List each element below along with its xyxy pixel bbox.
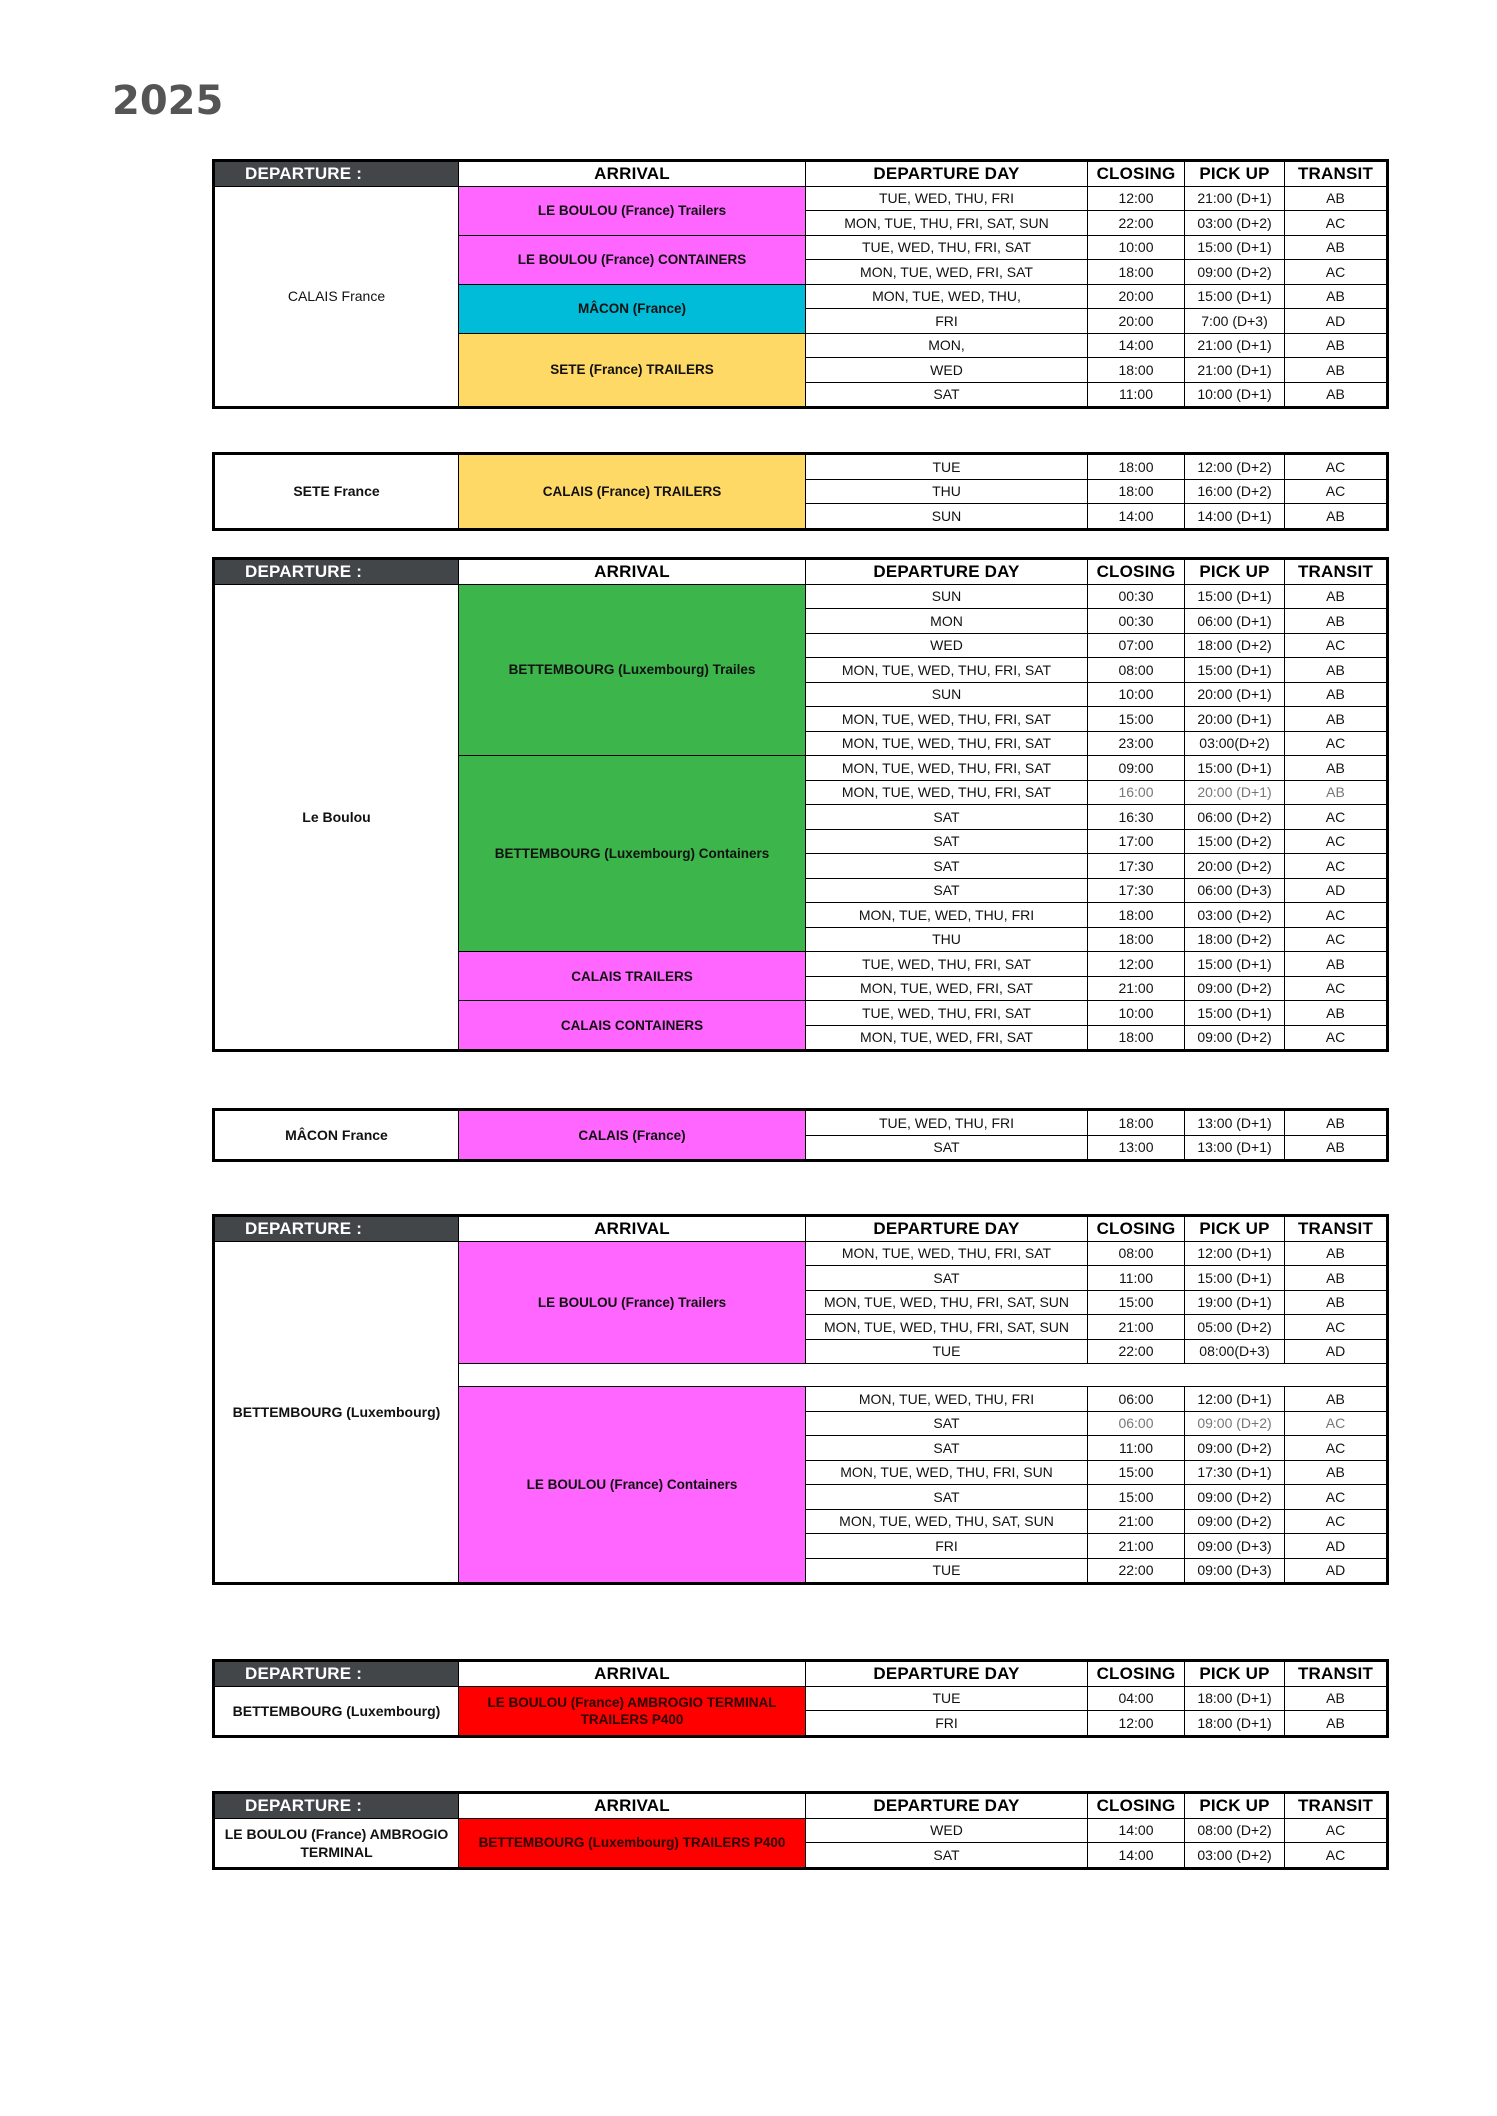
pickup-cell: 12:00 (D+1) <box>1185 1241 1285 1266</box>
header-transit: TRANSIT <box>1285 161 1388 187</box>
table-row <box>214 1686 1388 1711</box>
transit-cell: AC <box>1285 1818 1388 1843</box>
transit-cell: AD <box>1285 1534 1388 1559</box>
transit-cell: AB <box>1285 1711 1388 1737</box>
departure-day-cell: SUN <box>806 504 1088 530</box>
pickup-cell: 20:00 (D+1) <box>1185 682 1285 707</box>
header-departure-day: DEPARTURE DAY <box>806 1216 1088 1242</box>
transit-cell: AB <box>1285 1110 1388 1136</box>
departure-day-cell: SAT <box>806 878 1088 903</box>
closing-cell: 00:30 <box>1088 609 1185 634</box>
closing-cell: 04:00 <box>1088 1686 1185 1711</box>
departure-day-cell: TUE <box>806 454 1088 480</box>
header-departure-day: DEPARTURE DAY <box>806 1793 1088 1819</box>
closing-cell: 06:00 <box>1088 1411 1185 1436</box>
table-header-row <box>214 1661 1388 1687</box>
pickup-cell: 03:00 (D+2) <box>1185 1843 1285 1869</box>
pickup-cell: 18:00 (D+1) <box>1185 1711 1285 1737</box>
schedule-table <box>212 557 1389 1052</box>
closing-cell: 17:30 <box>1088 854 1185 879</box>
arrival-cell: CALAIS TRAILERS <box>459 952 806 1001</box>
transit-cell: AD <box>1285 1339 1388 1364</box>
pickup-cell: 03:00(D+2) <box>1185 731 1285 756</box>
header-pick-up: PICK UP <box>1185 559 1285 585</box>
closing-cell: 21:00 <box>1088 1315 1185 1340</box>
closing-cell: 17:00 <box>1088 829 1185 854</box>
departure-cell: SETE France <box>214 454 459 530</box>
closing-cell: 20:00 <box>1088 284 1185 309</box>
departure-day-cell: FRI <box>806 309 1088 334</box>
pickup-cell: 08:00 (D+2) <box>1185 1818 1285 1843</box>
transit-cell: AB <box>1285 952 1388 977</box>
pickup-cell: 10:00 (D+1) <box>1185 382 1285 408</box>
closing-cell: 11:00 <box>1088 382 1185 408</box>
closing-cell: 21:00 <box>1088 1509 1185 1534</box>
transit-cell: AB <box>1285 504 1388 530</box>
departure-day-cell: MON, TUE, WED, THU, <box>806 284 1088 309</box>
arrival-cell: CALAIS (France) TRAILERS <box>459 454 806 530</box>
transit-cell: AC <box>1285 1411 1388 1436</box>
transit-cell: AB <box>1285 584 1388 609</box>
transit-cell: AB <box>1285 707 1388 732</box>
departure-day-cell: MON, <box>806 333 1088 358</box>
schedule-table <box>212 452 1389 531</box>
departure-day-cell: MON, TUE, WED, THU, FRI, SAT <box>806 707 1088 732</box>
departure-day-cell: TUE, WED, THU, FRI <box>806 1110 1088 1136</box>
closing-cell: 22:00 <box>1088 1339 1185 1364</box>
departure-day-cell: MON, TUE, WED, THU, FRI <box>806 1387 1088 1412</box>
departure-cell: CALAIS France <box>214 186 459 408</box>
header-transit: TRANSIT <box>1285 559 1388 585</box>
departure-cell: MÂCON France <box>214 1110 459 1161</box>
spacer-cell <box>459 1364 1388 1387</box>
departure-day-cell: MON, TUE, WED, THU, FRI, SAT <box>806 756 1088 781</box>
closing-cell: 17:30 <box>1088 878 1185 903</box>
departure-day-cell: SAT <box>806 1135 1088 1161</box>
transit-cell: AB <box>1285 1135 1388 1161</box>
departure-cell: LE BOULOU (France) AMBROGIO TERMINAL <box>214 1818 459 1868</box>
pickup-cell: 09:00 (D+2) <box>1185 1436 1285 1461</box>
closing-cell: 16:30 <box>1088 805 1185 830</box>
pickup-cell: 08:00(D+3) <box>1185 1339 1285 1364</box>
pickup-cell: 20:00 (D+1) <box>1185 707 1285 732</box>
closing-cell: 14:00 <box>1088 1843 1185 1869</box>
header-departure-day: DEPARTURE DAY <box>806 559 1088 585</box>
departure-day-cell: MON, TUE, WED, THU, FRI, SAT <box>806 780 1088 805</box>
transit-cell: AB <box>1285 1241 1388 1266</box>
departure-day-cell: SAT <box>806 1485 1088 1510</box>
transit-cell: AB <box>1285 333 1388 358</box>
transit-cell: AC <box>1285 1436 1388 1461</box>
header-pick-up: PICK UP <box>1185 1216 1285 1242</box>
transit-cell: AB <box>1285 382 1388 408</box>
transit-cell: AB <box>1285 1686 1388 1711</box>
pickup-cell: 09:00 (D+2) <box>1185 1411 1285 1436</box>
schedule-table <box>212 1214 1389 1585</box>
transit-cell: AC <box>1285 976 1388 1001</box>
pickup-cell: 09:00 (D+3) <box>1185 1534 1285 1559</box>
closing-cell: 08:00 <box>1088 658 1185 683</box>
closing-cell: 10:00 <box>1088 1001 1185 1026</box>
closing-cell: 18:00 <box>1088 454 1185 480</box>
pickup-cell: 21:00 (D+1) <box>1185 333 1285 358</box>
pickup-cell: 14:00 (D+1) <box>1185 504 1285 530</box>
departure-day-cell: MON, TUE, WED, THU, SAT, SUN <box>806 1509 1088 1534</box>
departure-day-cell: SUN <box>806 584 1088 609</box>
closing-cell: 18:00 <box>1088 479 1185 504</box>
table-header-row <box>214 559 1388 585</box>
pickup-cell: 15:00 (D+1) <box>1185 658 1285 683</box>
transit-cell: AB <box>1285 186 1388 211</box>
departure-day-cell: SAT <box>806 1411 1088 1436</box>
closing-cell: 12:00 <box>1088 952 1185 977</box>
departure-day-cell: MON <box>806 609 1088 634</box>
pickup-cell: 13:00 (D+1) <box>1185 1110 1285 1136</box>
departure-day-cell: MON, TUE, WED, THU, FRI <box>806 903 1088 928</box>
arrival-cell: LE BOULOU (France) Trailers <box>459 1241 806 1364</box>
departure-day-cell: FRI <box>806 1534 1088 1559</box>
header-arrival: ARRIVAL <box>459 559 806 585</box>
header-arrival: ARRIVAL <box>459 1661 806 1687</box>
departure-day-cell: TUE, WED, THU, FRI, SAT <box>806 952 1088 977</box>
pickup-cell: 09:00 (D+2) <box>1185 976 1285 1001</box>
departure-day-cell: MON, TUE, WED, FRI, SAT <box>806 260 1088 285</box>
transit-cell: AC <box>1285 1485 1388 1510</box>
departure-day-cell: SUN <box>806 682 1088 707</box>
transit-cell: AB <box>1285 780 1388 805</box>
departure-cell: BETTEMBOURG (Luxembourg) <box>214 1241 459 1584</box>
pickup-cell: 20:00 (D+1) <box>1185 780 1285 805</box>
closing-cell: 10:00 <box>1088 682 1185 707</box>
header-arrival: ARRIVAL <box>459 1216 806 1242</box>
pickup-cell: 05:00 (D+2) <box>1185 1315 1285 1340</box>
pickup-cell: 06:00 (D+1) <box>1185 609 1285 634</box>
departure-day-cell: WED <box>806 358 1088 383</box>
pickup-cell: 15:00 (D+1) <box>1185 235 1285 260</box>
closing-cell: 18:00 <box>1088 1110 1185 1136</box>
closing-cell: 08:00 <box>1088 1241 1185 1266</box>
closing-cell: 22:00 <box>1088 211 1185 236</box>
closing-cell: 09:00 <box>1088 756 1185 781</box>
header-transit: TRANSIT <box>1285 1216 1388 1242</box>
closing-cell: 11:00 <box>1088 1266 1185 1291</box>
closing-cell: 16:00 <box>1088 780 1185 805</box>
pickup-cell: 12:00 (D+1) <box>1185 1387 1285 1412</box>
table-row <box>214 186 1388 211</box>
arrival-cell: CALAIS CONTAINERS <box>459 1001 806 1051</box>
departure-day-cell: SAT <box>806 382 1088 408</box>
pickup-cell: 17:30 (D+1) <box>1185 1460 1285 1485</box>
arrival-cell: BETTEMBOURG (Luxembourg) Containers <box>459 756 806 952</box>
transit-cell: AC <box>1285 479 1388 504</box>
closing-cell: 15:00 <box>1088 1485 1185 1510</box>
header-arrival: ARRIVAL <box>459 1793 806 1819</box>
header-departure: DEPARTURE : <box>214 559 459 585</box>
closing-cell: 15:00 <box>1088 707 1185 732</box>
transit-cell: AB <box>1285 1001 1388 1026</box>
closing-cell: 18:00 <box>1088 903 1185 928</box>
closing-cell: 21:00 <box>1088 976 1185 1001</box>
departure-day-cell: WED <box>806 1818 1088 1843</box>
header-pick-up: PICK UP <box>1185 1661 1285 1687</box>
transit-cell: AC <box>1285 805 1388 830</box>
arrival-cell: BETTEMBOURG (Luxembourg) TRAILERS P400 <box>459 1818 806 1868</box>
departure-day-cell: MON, TUE, THU, FRI, SAT, SUN <box>806 211 1088 236</box>
closing-cell: 14:00 <box>1088 333 1185 358</box>
pickup-cell: 13:00 (D+1) <box>1185 1135 1285 1161</box>
transit-cell: AB <box>1285 358 1388 383</box>
pickup-cell: 09:00 (D+2) <box>1185 260 1285 285</box>
arrival-cell: BETTEMBOURG (Luxembourg) Trailes <box>459 584 806 756</box>
pickup-cell: 15:00 (D+1) <box>1185 1266 1285 1291</box>
arrival-cell: SETE (France) TRAILERS <box>459 333 806 408</box>
departure-day-cell: TUE <box>806 1686 1088 1711</box>
pickup-cell: 20:00 (D+2) <box>1185 854 1285 879</box>
transit-cell: AB <box>1285 1387 1388 1412</box>
pickup-cell: 06:00 (D+3) <box>1185 878 1285 903</box>
pickup-cell: 03:00 (D+2) <box>1185 903 1285 928</box>
closing-cell: 14:00 <box>1088 1818 1185 1843</box>
pickup-cell: 18:00 (D+1) <box>1185 1686 1285 1711</box>
departure-day-cell: SAT <box>806 805 1088 830</box>
transit-cell: AB <box>1285 682 1388 707</box>
closing-cell: 18:00 <box>1088 358 1185 383</box>
header-closing: CLOSING <box>1088 161 1185 187</box>
closing-cell: 13:00 <box>1088 1135 1185 1161</box>
departure-day-cell: TUE <box>806 1558 1088 1584</box>
transit-cell: AB <box>1285 1460 1388 1485</box>
transit-cell: AC <box>1285 260 1388 285</box>
header-closing: CLOSING <box>1088 559 1185 585</box>
departure-day-cell: MON, TUE, WED, THU, FRI, SUN <box>806 1460 1088 1485</box>
departure-day-cell: THU <box>806 479 1088 504</box>
transit-cell: AB <box>1285 658 1388 683</box>
closing-cell: 18:00 <box>1088 927 1185 952</box>
pickup-cell: 15:00 (D+1) <box>1185 284 1285 309</box>
closing-cell: 18:00 <box>1088 260 1185 285</box>
closing-cell: 18:00 <box>1088 1025 1185 1051</box>
closing-cell: 20:00 <box>1088 309 1185 334</box>
header-departure: DEPARTURE : <box>214 1793 459 1819</box>
pickup-cell: 09:00 (D+3) <box>1185 1558 1285 1584</box>
transit-cell: AC <box>1285 903 1388 928</box>
departure-day-cell: SAT <box>806 829 1088 854</box>
departure-day-cell: MON, TUE, WED, THU, FRI, SAT <box>806 1241 1088 1266</box>
transit-cell: AB <box>1285 1266 1388 1291</box>
closing-cell: 12:00 <box>1088 186 1185 211</box>
table-row <box>214 1818 1388 1843</box>
pickup-cell: 09:00 (D+2) <box>1185 1485 1285 1510</box>
table-row <box>214 1241 1388 1266</box>
transit-cell: AD <box>1285 309 1388 334</box>
closing-cell: 15:00 <box>1088 1460 1185 1485</box>
pickup-cell: 15:00 (D+1) <box>1185 952 1285 977</box>
transit-cell: AC <box>1285 633 1388 658</box>
departure-cell: BETTEMBOURG (Luxembourg) <box>214 1686 459 1736</box>
transit-cell: AC <box>1285 927 1388 952</box>
departure-day-cell: TUE, WED, THU, FRI <box>806 186 1088 211</box>
header-arrival: ARRIVAL <box>459 161 806 187</box>
closing-cell: 14:00 <box>1088 504 1185 530</box>
pickup-cell: 15:00 (D+1) <box>1185 756 1285 781</box>
header-departure-day: DEPARTURE DAY <box>806 161 1088 187</box>
schedule-table <box>212 1108 1389 1162</box>
departure-day-cell: MON, TUE, WED, THU, FRI, SAT, SUN <box>806 1315 1088 1340</box>
pickup-cell: 16:00 (D+2) <box>1185 479 1285 504</box>
transit-cell: AC <box>1285 854 1388 879</box>
departure-day-cell: TUE, WED, THU, FRI, SAT <box>806 235 1088 260</box>
closing-cell: 22:00 <box>1088 1558 1185 1584</box>
page-year-title: 2025 <box>112 78 224 124</box>
pickup-cell: 15:00 (D+1) <box>1185 1001 1285 1026</box>
departure-cell: Le Boulou <box>214 584 459 1051</box>
table-header-row <box>214 161 1388 187</box>
header-pick-up: PICK UP <box>1185 161 1285 187</box>
arrival-cell: LE BOULOU (France) AMBROGIO TERMINAL TRAILERS P400 <box>459 1686 806 1736</box>
table-header-row <box>214 1216 1388 1242</box>
header-transit: TRANSIT <box>1285 1661 1388 1687</box>
transit-cell: AD <box>1285 1558 1388 1584</box>
closing-cell: 11:00 <box>1088 1436 1185 1461</box>
schedule-table <box>212 1659 1389 1738</box>
transit-cell: AB <box>1285 756 1388 781</box>
closing-cell: 21:00 <box>1088 1534 1185 1559</box>
table-row <box>214 454 1388 480</box>
transit-cell: AC <box>1285 1509 1388 1534</box>
pickup-cell: 15:00 (D+1) <box>1185 584 1285 609</box>
table-row <box>214 584 1388 609</box>
departure-day-cell: MON, TUE, WED, FRI, SAT <box>806 976 1088 1001</box>
departure-day-cell: SAT <box>806 1843 1088 1869</box>
transit-cell: AC <box>1285 211 1388 236</box>
transit-cell: AC <box>1285 454 1388 480</box>
departure-day-cell: MON, TUE, WED, THU, FRI, SAT, SUN <box>806 1290 1088 1315</box>
pickup-cell: 12:00 (D+2) <box>1185 454 1285 480</box>
departure-day-cell: MON, TUE, WED, FRI, SAT <box>806 1025 1088 1051</box>
transit-cell: AB <box>1285 284 1388 309</box>
departure-day-cell: FRI <box>806 1711 1088 1737</box>
closing-cell: 12:00 <box>1088 1711 1185 1737</box>
departure-day-cell: WED <box>806 633 1088 658</box>
pickup-cell: 09:00 (D+2) <box>1185 1025 1285 1051</box>
transit-cell: AC <box>1285 731 1388 756</box>
closing-cell: 07:00 <box>1088 633 1185 658</box>
schedule-table <box>212 159 1389 409</box>
closing-cell: 15:00 <box>1088 1290 1185 1315</box>
departure-day-cell: MON, TUE, WED, THU, FRI, SAT <box>806 731 1088 756</box>
header-transit: TRANSIT <box>1285 1793 1388 1819</box>
departure-day-cell: SAT <box>806 854 1088 879</box>
table-header-row <box>214 1793 1388 1819</box>
pickup-cell: 18:00 (D+2) <box>1185 927 1285 952</box>
pickup-cell: 15:00 (D+2) <box>1185 829 1285 854</box>
pickup-cell: 09:00 (D+2) <box>1185 1509 1285 1534</box>
departure-day-cell: TUE, WED, THU, FRI, SAT <box>806 1001 1088 1026</box>
transit-cell: AB <box>1285 1290 1388 1315</box>
arrival-cell: LE BOULOU (France) CONTAINERS <box>459 235 806 284</box>
schedule-table <box>212 1791 1389 1870</box>
pickup-cell: 19:00 (D+1) <box>1185 1290 1285 1315</box>
transit-cell: AC <box>1285 829 1388 854</box>
departure-day-cell: SAT <box>806 1436 1088 1461</box>
closing-cell: 06:00 <box>1088 1387 1185 1412</box>
transit-cell: AD <box>1285 878 1388 903</box>
pickup-cell: 7:00 (D+3) <box>1185 309 1285 334</box>
closing-cell: 23:00 <box>1088 731 1185 756</box>
transit-cell: AB <box>1285 609 1388 634</box>
transit-cell: AB <box>1285 235 1388 260</box>
pickup-cell: 21:00 (D+1) <box>1185 358 1285 383</box>
pickup-cell: 06:00 (D+2) <box>1185 805 1285 830</box>
header-departure: DEPARTURE : <box>214 161 459 187</box>
arrival-cell: MÂCON (France) <box>459 284 806 333</box>
departure-day-cell: MON, TUE, WED, THU, FRI, SAT <box>806 658 1088 683</box>
header-pick-up: PICK UP <box>1185 1793 1285 1819</box>
header-closing: CLOSING <box>1088 1661 1185 1687</box>
departure-day-cell: THU <box>806 927 1088 952</box>
transit-cell: AC <box>1285 1843 1388 1869</box>
arrival-cell: LE BOULOU (France) Containers <box>459 1387 806 1584</box>
pickup-cell: 03:00 (D+2) <box>1185 211 1285 236</box>
transit-cell: AC <box>1285 1315 1388 1340</box>
pickup-cell: 18:00 (D+2) <box>1185 633 1285 658</box>
departure-day-cell: SAT <box>806 1266 1088 1291</box>
header-closing: CLOSING <box>1088 1216 1185 1242</box>
header-departure: DEPARTURE : <box>214 1216 459 1242</box>
transit-cell: AC <box>1285 1025 1388 1051</box>
departure-day-cell: TUE <box>806 1339 1088 1364</box>
table-row <box>214 1110 1388 1136</box>
arrival-cell: CALAIS (France) <box>459 1110 806 1161</box>
header-closing: CLOSING <box>1088 1793 1185 1819</box>
header-departure: DEPARTURE : <box>214 1661 459 1687</box>
closing-cell: 10:00 <box>1088 235 1185 260</box>
pickup-cell: 21:00 (D+1) <box>1185 186 1285 211</box>
arrival-cell: LE BOULOU (France) Trailers <box>459 186 806 235</box>
header-departure-day: DEPARTURE DAY <box>806 1661 1088 1687</box>
closing-cell: 00:30 <box>1088 584 1185 609</box>
